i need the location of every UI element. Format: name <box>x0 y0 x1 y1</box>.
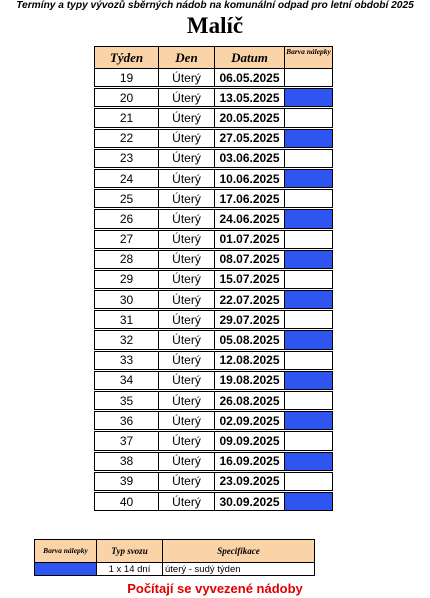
day-cell: Úterý <box>159 230 215 248</box>
week-cell: 20 <box>95 89 159 107</box>
schedule-body <box>95 69 333 511</box>
schedule-header-row <box>95 47 333 69</box>
schedule-row <box>95 351 333 369</box>
page-title: Malíč <box>186 13 244 38</box>
sticker-color-cell <box>285 351 333 369</box>
sticker-color-cell <box>285 190 333 208</box>
day-cell: Úterý <box>159 291 215 309</box>
schedule-row <box>95 190 333 208</box>
day-cell: Úterý <box>159 432 215 450</box>
sticker-color-cell <box>285 270 333 288</box>
week-cell: 27 <box>95 230 159 248</box>
day-cell: Úterý <box>159 472 215 490</box>
schedule-row <box>95 149 333 167</box>
day-cell: Úterý <box>159 452 215 470</box>
week-cell: 35 <box>95 392 159 410</box>
schedule-row <box>95 472 333 490</box>
day-cell: Úterý <box>159 331 215 349</box>
schedule-row <box>95 169 333 187</box>
date-cell: 05.08.2025 <box>215 331 285 349</box>
date-cell: 15.07.2025 <box>215 270 285 288</box>
date-cell: 27.05.2025 <box>215 129 285 147</box>
day-cell: Úterý <box>159 69 215 87</box>
sticker-color-cell <box>285 291 333 309</box>
week-cell: 37 <box>95 432 159 450</box>
sticker-color-cell <box>285 210 333 228</box>
date-cell: 01.07.2025 <box>215 230 285 248</box>
day-cell: Úterý <box>159 210 215 228</box>
week-cell: 28 <box>95 250 159 268</box>
date-cell: 06.05.2025 <box>215 69 285 87</box>
week-cell: 33 <box>95 351 159 369</box>
date-cell: 09.09.2025 <box>215 432 285 450</box>
date-cell: 12.08.2025 <box>215 351 285 369</box>
day-cell: Úterý <box>159 129 215 147</box>
legend-header-color: Barva nálepky <box>35 540 97 563</box>
date-cell: 20.05.2025 <box>215 109 285 127</box>
date-cell: 08.07.2025 <box>215 250 285 268</box>
date-cell: 29.07.2025 <box>215 311 285 329</box>
header-week: Týden <box>95 47 159 69</box>
day-cell: Úterý <box>159 311 215 329</box>
date-cell: 02.09.2025 <box>215 412 285 430</box>
day-cell: Úterý <box>159 169 215 187</box>
schedule-row <box>95 230 333 248</box>
week-cell: 31 <box>95 311 159 329</box>
date-cell: 24.06.2025 <box>215 210 285 228</box>
sticker-color-cell <box>285 250 333 268</box>
legend-frequency: 1 x 14 dní <box>97 563 163 576</box>
legend-header-type: Typ svozu <box>97 540 163 563</box>
day-cell: Úterý <box>159 149 215 167</box>
sticker-color-cell <box>285 109 333 127</box>
sticker-color-cell <box>285 89 333 107</box>
day-cell: Úterý <box>159 250 215 268</box>
sticker-color-cell <box>285 371 333 389</box>
header-sticker-color: Barva nálepky <box>285 47 333 69</box>
day-cell: Úterý <box>159 351 215 369</box>
day-cell: Úterý <box>159 190 215 208</box>
schedule-row <box>95 311 333 329</box>
schedule-row <box>95 392 333 410</box>
week-cell: 26 <box>95 210 159 228</box>
collection-note: Počítají se vyvezené nádoby <box>127 581 303 596</box>
sticker-color-cell <box>285 392 333 410</box>
schedule-row <box>95 452 333 470</box>
date-cell: 30.09.2025 <box>215 492 285 510</box>
day-cell: Úterý <box>159 270 215 288</box>
schedule-row <box>95 210 333 228</box>
legend-color-swatch <box>35 563 97 576</box>
week-cell: 29 <box>95 270 159 288</box>
sticker-color-cell <box>285 311 333 329</box>
week-cell: 30 <box>95 291 159 309</box>
week-cell: 34 <box>95 371 159 389</box>
schedule-row <box>95 270 333 288</box>
sticker-color-cell <box>285 149 333 167</box>
sticker-color-cell <box>285 472 333 490</box>
week-cell: 32 <box>95 331 159 349</box>
legend-specification: úterý - sudý týden <box>163 563 315 576</box>
sticker-color-cell <box>285 69 333 87</box>
day-cell: Úterý <box>159 392 215 410</box>
week-cell: 23 <box>95 149 159 167</box>
week-cell: 39 <box>95 472 159 490</box>
week-cell: 38 <box>95 452 159 470</box>
legend-header-row <box>35 540 315 563</box>
date-cell: 17.06.2025 <box>215 190 285 208</box>
day-cell: Úterý <box>159 492 215 510</box>
schedule-row <box>95 250 333 268</box>
week-cell: 36 <box>95 412 159 430</box>
week-cell: 21 <box>95 109 159 127</box>
schedule-row <box>95 89 333 107</box>
page-subtitle: Termíny a typy vývozů sběrných nádob na komunální odpad pro letní období 2025 <box>16 0 414 11</box>
week-cell: 19 <box>95 69 159 87</box>
sticker-color-cell <box>285 169 333 187</box>
schedule-row <box>95 412 333 430</box>
sticker-color-cell <box>285 129 333 147</box>
schedule-row <box>95 492 333 510</box>
schedule-row <box>95 109 333 127</box>
sticker-color-cell <box>285 230 333 248</box>
schedule-row <box>95 129 333 147</box>
week-cell: 40 <box>95 492 159 510</box>
header-day: Den <box>159 47 215 69</box>
sticker-color-cell <box>285 331 333 349</box>
week-cell: 25 <box>95 190 159 208</box>
sticker-color-cell <box>285 492 333 510</box>
schedule-row <box>95 371 333 389</box>
day-cell: Úterý <box>159 371 215 389</box>
day-cell: Úterý <box>159 89 215 107</box>
schedule-row <box>95 69 333 87</box>
date-cell: 10.06.2025 <box>215 169 285 187</box>
schedule-table <box>94 46 333 511</box>
day-cell: Úterý <box>159 109 215 127</box>
sticker-color-cell <box>285 412 333 430</box>
date-cell: 16.09.2025 <box>215 452 285 470</box>
week-cell: 22 <box>95 129 159 147</box>
sticker-color-cell <box>285 452 333 470</box>
day-cell: Úterý <box>159 412 215 430</box>
date-cell: 03.06.2025 <box>215 149 285 167</box>
sticker-color-cell <box>285 432 333 450</box>
date-cell: 13.05.2025 <box>215 89 285 107</box>
date-cell: 22.07.2025 <box>215 291 285 309</box>
legend-header-spec: Specifikace <box>163 540 315 563</box>
date-cell: 19.08.2025 <box>215 371 285 389</box>
schedule-row <box>95 331 333 349</box>
schedule-row <box>95 291 333 309</box>
date-cell: 26.08.2025 <box>215 392 285 410</box>
legend-row <box>35 563 315 576</box>
schedule-row <box>95 432 333 450</box>
legend-table <box>34 539 315 576</box>
header-date: Datum <box>215 47 285 69</box>
week-cell: 24 <box>95 169 159 187</box>
date-cell: 23.09.2025 <box>215 472 285 490</box>
